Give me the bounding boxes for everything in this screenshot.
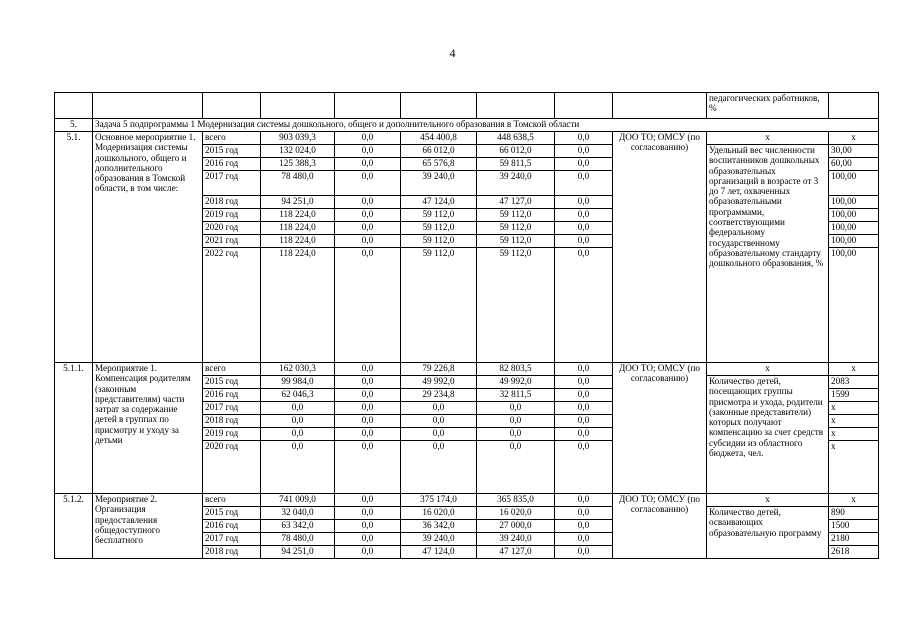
federal-amount: 0,0 [335,145,401,158]
extrabudget-amount: 0,0 [555,196,613,209]
local-amount: 47 127,0 [477,546,555,559]
period: 2019 год [203,428,261,441]
indicator-value: 1599 [829,389,879,402]
local-amount: 49 992,0 [477,376,555,389]
federal-amount: 0,0 [335,209,401,222]
regional-amount: 59 112,0 [401,235,477,248]
period: 2015 год [203,507,261,520]
total-amount: 99 984,0 [261,376,335,389]
extrabudget-amount: 0,0 [555,248,613,363]
extrabudget-amount: 0,0 [555,520,613,533]
regional-amount: 59 112,0 [401,222,477,235]
total-amount: 0,0 [261,441,335,494]
indicator-value: 890 [829,507,879,520]
extrabudget-amount: 0,0 [555,376,613,389]
total-amount: 94 251,0 [261,546,335,559]
period: 2016 год [203,158,261,171]
federal-amount: 0,0 [335,402,401,415]
extrabudget-amount: 0,0 [555,494,613,507]
indicator-value: 100,00 [829,171,879,196]
extrabudget-amount: 0,0 [555,402,613,415]
page-number: 4 [449,46,456,60]
period: 2022 год [203,248,261,363]
period: 2018 год [203,546,261,559]
federal-amount: 0,0 [335,222,401,235]
regional-amount: 29 234,8 [401,389,477,402]
local-amount: 0,0 [477,441,555,494]
period: 2016 год [203,389,261,402]
total-amount: 118 224,0 [261,209,335,222]
indicator-name: Количество детей, посещающих группы присмотра и ухода, родители (законные представители) которых получают компенсацию за счет средств субсидии из областного бюджета, чел. [707,376,829,494]
extrabudget-amount: 0,0 [555,171,613,196]
regional-amount: 0,0 [401,441,477,494]
indicator-value: 100,00 [829,209,879,222]
regional-amount: 47 124,0 [401,546,477,559]
extrabudget-amount: 0,0 [555,507,613,520]
total-amount: 125 388,3 [261,158,335,171]
federal-amount: 0,0 [335,376,401,389]
table-row [55,494,879,507]
regional-amount: 0,0 [401,415,477,428]
total-amount: 63 342,0 [261,520,335,533]
period: 2015 год [203,145,261,158]
total-amount: 0,0 [261,402,335,415]
executor: ДОО ТО; ОМСУ (по согласованию) [613,363,707,494]
item-name: Основное мероприятие 1. Модернизация системы дошкольного, общего и дополнительного образования в Томской области, в том числе: [93,132,203,363]
item-number: 5.1.1. [55,363,93,494]
indicator-value: 1500 [829,520,879,533]
indicator-value: 2618 [829,546,879,559]
regional-amount: 16 020,0 [401,507,477,520]
task-number: 5. [55,119,93,132]
federal-amount: 0,0 [335,196,401,209]
program-table [54,92,879,559]
indicator-header: x [707,363,829,376]
local-amount: 365 835,0 [477,494,555,507]
task-title: Задача 5 подпрограммы 1 Модернизация системы дошкольного, общего и дополнительного образования в Томской области [93,119,879,132]
indicator-value: x [829,494,879,507]
item-number: 5.1. [55,132,93,363]
indicator-continuation: педагогических работников, % [707,93,829,119]
regional-amount: 59 112,0 [401,248,477,363]
local-amount: 47 127,0 [477,196,555,209]
extrabudget-amount: 0,0 [555,389,613,402]
extrabudget-amount: 0,0 [555,546,613,559]
indicator-value: 100,00 [829,222,879,235]
period: 2017 год [203,402,261,415]
item-number: 5.1.2. [55,494,93,559]
period: всего [203,494,261,507]
extrabudget-amount: 0,0 [555,145,613,158]
indicator-header: x [707,132,829,145]
indicator-name: Количество детей, осваивающих образовательную программу [707,507,829,559]
extrabudget-amount: 0,0 [555,235,613,248]
indicator-value: 60,00 [829,158,879,171]
indicator-header: x [707,494,829,507]
total-amount: 0,0 [261,415,335,428]
period: 2021 год [203,235,261,248]
local-amount: 0,0 [477,402,555,415]
local-amount: 16 020,0 [477,507,555,520]
indicator-value: x [829,402,879,415]
regional-amount: 0,0 [401,428,477,441]
indicator-value: 2083 [829,376,879,389]
extrabudget-amount: 0,0 [555,428,613,441]
executor: ДОО ТО; ОМСУ (по согласованию) [613,494,707,559]
indicator-name: Удельный вес численности воспитанников дошкольных образовательных организаций в возрасте от 3 до 7 лет, охваченных образовательными программами, соответствующими федеральному государственному образовательному стандарту дошкольного образования, % [707,145,829,363]
regional-amount: 66 012,0 [401,145,477,158]
regional-amount: 0,0 [401,402,477,415]
total-amount: 118 224,0 [261,235,335,248]
total-amount: 78 480,0 [261,171,335,196]
indicator-value: 100,00 [829,235,879,248]
regional-amount: 79 226,8 [401,363,477,376]
indicator-value: x [829,441,879,494]
federal-amount: 0,0 [335,494,401,507]
local-amount: 0,0 [477,415,555,428]
local-amount: 59 112,0 [477,248,555,363]
period: всего [203,132,261,145]
extrabudget-amount: 0,0 [555,209,613,222]
federal-amount: 0,0 [335,415,401,428]
regional-amount: 375 174,0 [401,494,477,507]
period: 2020 год [203,222,261,235]
local-amount: 66 012,0 [477,145,555,158]
regional-amount: 454 400,8 [401,132,477,145]
total-amount: 162 030,3 [261,363,335,376]
total-amount: 0,0 [261,428,335,441]
executor: ДОО ТО; ОМСУ (по согласованию) [613,132,707,363]
local-amount: 59 112,0 [477,235,555,248]
extrabudget-amount: 0,0 [555,363,613,376]
total-amount: 118 224,0 [261,248,335,363]
regional-amount: 59 112,0 [401,209,477,222]
federal-amount: 0,0 [335,533,401,546]
local-amount: 82 803,5 [477,363,555,376]
indicator-value: 100,00 [829,248,879,363]
regional-amount: 65 576,8 [401,158,477,171]
regional-amount: 39 240,0 [401,533,477,546]
regional-amount: 36 342,0 [401,520,477,533]
local-amount: 59 112,0 [477,209,555,222]
extrabudget-amount: 0,0 [555,533,613,546]
extrabudget-amount: 0,0 [555,415,613,428]
task-row [55,119,879,132]
period: 2017 год [203,533,261,546]
federal-amount: 0,0 [335,235,401,248]
period: 2019 год [203,209,261,222]
local-amount: 448 638,5 [477,132,555,145]
federal-amount: 0,0 [335,428,401,441]
period: 2020 год [203,441,261,494]
federal-amount: 0,0 [335,158,401,171]
period: 2017 год [203,171,261,196]
extrabudget-amount: 0,0 [555,158,613,171]
federal-amount: 0,0 [335,132,401,145]
local-amount: 59 811,5 [477,158,555,171]
indicator-value: x [829,132,879,145]
total-amount: 62 046,3 [261,389,335,402]
extrabudget-amount: 0,0 [555,441,613,494]
indicator-value: x [829,415,879,428]
total-amount: 32 040,0 [261,507,335,520]
total-amount: 118 224,0 [261,222,335,235]
local-amount: 27 000,0 [477,520,555,533]
federal-amount: 0,0 [335,248,401,363]
table-row [55,363,879,376]
indicator-value: 30,00 [829,145,879,158]
local-amount: 59 112,0 [477,222,555,235]
local-amount: 39 240,0 [477,171,555,196]
period: всего [203,363,261,376]
period: 2018 год [203,415,261,428]
period: 2015 год [203,376,261,389]
total-amount: 132 024,0 [261,145,335,158]
federal-amount: 0,0 [335,389,401,402]
table-row [55,132,879,145]
federal-amount: 0,0 [335,441,401,494]
federal-amount: 0,0 [335,507,401,520]
regional-amount: 49 992,0 [401,376,477,389]
total-amount: 903 039,3 [261,132,335,145]
extrabudget-amount: 0,0 [555,222,613,235]
indicator-value: 100,00 [829,196,879,209]
local-amount: 39 240,0 [477,533,555,546]
period: 2018 год [203,196,261,209]
indicator-value: 2180 [829,533,879,546]
item-name: Мероприятие 1. Компенсация родителям (законным представителям) части затрат за содержание детей в группах по присмотру и уходу за детьми [93,363,203,494]
period: 2016 год [203,520,261,533]
regional-amount: 47 124,0 [401,196,477,209]
total-amount: 741 009,0 [261,494,335,507]
regional-amount: 39 240,0 [401,171,477,196]
federal-amount: 0,0 [335,520,401,533]
indicator-value: x [829,428,879,441]
indicator-value: x [829,363,879,376]
continuation-row [55,93,879,119]
local-amount: 0,0 [477,428,555,441]
total-amount: 78 480,0 [261,533,335,546]
federal-amount: 0,0 [335,171,401,196]
extrabudget-amount: 0,0 [555,132,613,145]
item-name: Мероприятие 2. Организация предоставления общедоступного бесплатного [93,494,203,559]
total-amount: 94 251,0 [261,196,335,209]
federal-amount: 0,0 [335,546,401,559]
federal-amount: 0,0 [335,363,401,376]
local-amount: 32 811,5 [477,389,555,402]
